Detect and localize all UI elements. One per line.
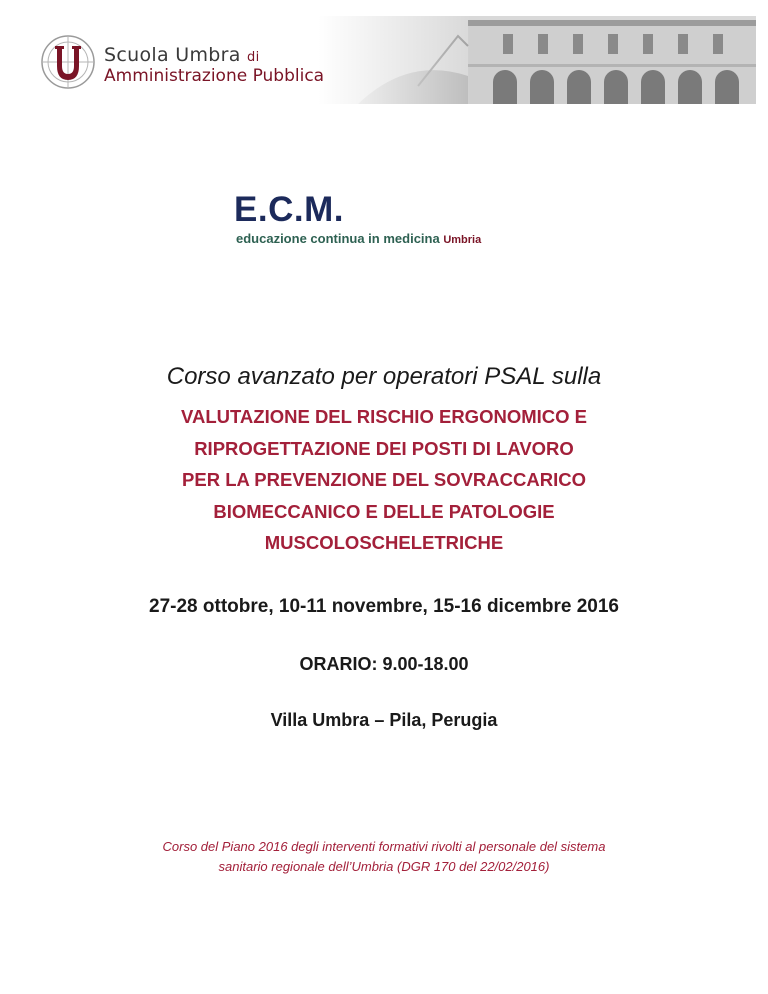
villa-building-photo (318, 16, 756, 104)
course-title-line: MUSCOLOSCHELETRICHE (264, 532, 504, 553)
course-title (84, 401, 684, 559)
ecm-subtitle-text: educazione continua in medicina (236, 231, 440, 246)
course-hours: ORARIO: 9.00-18.00 (299, 654, 469, 674)
ecm-acronym: E.C.M. (234, 190, 344, 229)
ecm-subtitle (236, 231, 481, 246)
ecm-logo (234, 192, 554, 252)
school-logo (24, 20, 324, 92)
footer-note-line: Corso del Piano 2016 degli interventi formativi rivolti al personale del sistema (162, 839, 606, 854)
school-u-logo-icon (40, 34, 96, 90)
course-title-line: PER LA PREVENZIONE DEL SOVRACCARICO (182, 469, 586, 490)
course-title-line: BIOMECCANICO E DELLE PATOLOGIE (213, 500, 555, 522)
ecm-region: Umbria (443, 234, 482, 246)
course-intro: Corso avanzato per operatori PSAL sulla (166, 363, 602, 390)
footer-note-line: sanitario regionale dell’Umbria (DGR 170 del 22/02/2016) (218, 859, 550, 874)
school-name-subtitle: Amministrazione Pubblica (104, 66, 325, 86)
course-title-line: RIPROGETTAZIONE DEI POSTI DI LAVORO (194, 437, 574, 459)
school-name-main: Scuola Umbra (104, 44, 241, 66)
school-name-di: di (247, 50, 260, 65)
school-name (104, 44, 259, 66)
footer-note (64, 837, 704, 877)
course-title-line: VALUTAZIONE DEL RISCHIO ERGONOMICO E (181, 406, 587, 427)
course-dates: 27-28 ottobre, 10-11 novembre, 15-16 dicembre 2016 (149, 596, 619, 617)
course-venue: Villa Umbra – Pila, Perugia (270, 710, 498, 730)
